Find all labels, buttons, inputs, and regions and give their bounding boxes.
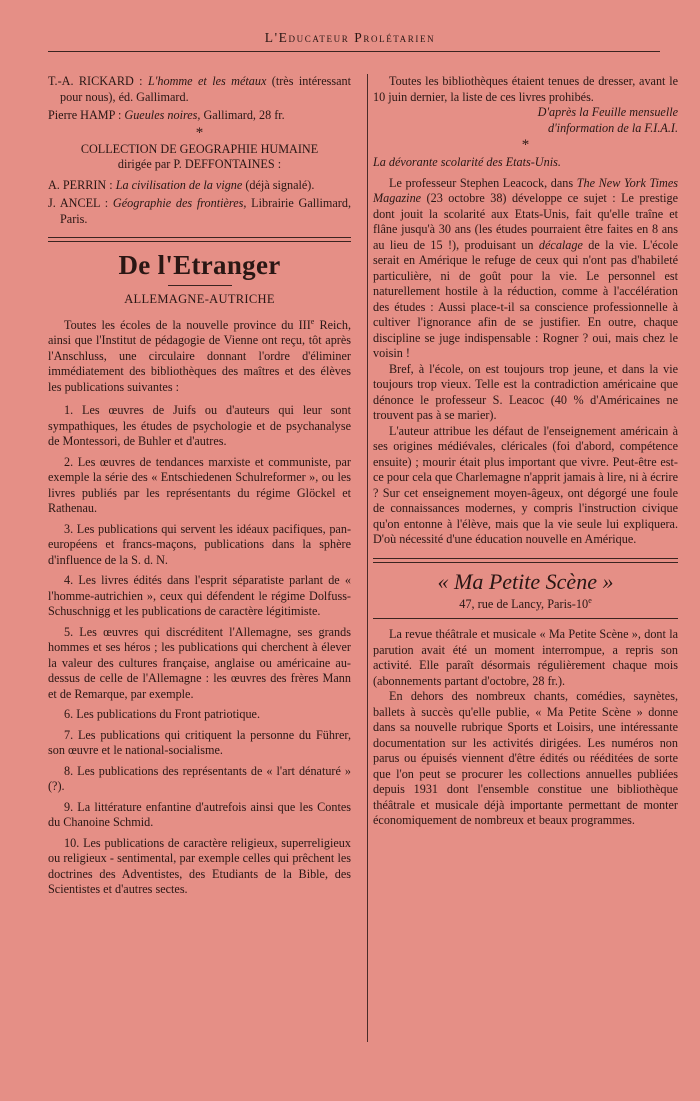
text: (23 octobre 38) développe ce sujet : Le prestige dont jouit la scolarité aux Etats-Unis, fait qu'elle traîne et flâne jusqu'à 30 ans (les études pourraient être faites en 8 ans au lieu de 15 !), produisant un <box>373 191 678 252</box>
emphasis: décalage <box>538 237 583 252</box>
collection-heading: COLLECTION DE GEOGRAPHIE HUMAINE <box>80 141 319 156</box>
article-paragraph: L'auteur attribue les défaut de l'enseignement américain à ses origines médiévales, cléricales (foi d'abord, compétence ensuite) ; mourir était plus important que vivre. Peut-être est-ce pour cela que Charlemagne n'apprit jamais à lire, ni à écrire ? Sur cet enseignement moyen-âgeux, ont dégorgé une foule de connaissances modernes, y compris l'instruction civique qu'on entonne à l'élève, mais que la vie seule lui expliquera. D'où nécessité d'une éducation nouvelle en Amérique. <box>373 423 678 546</box>
reference-ancel <box>48 196 351 227</box>
list-item: 2. Les œuvres de tendances marxiste et communiste, par exemple la série des « Entschiedenen Schulreformer », ou les livres publiés par les représentants du régime Glöckel et Rathenau. <box>48 454 351 515</box>
intro-paragraph <box>48 318 351 396</box>
left-column <box>48 74 351 898</box>
source-line-1: D'après la Feuille mensuelle <box>537 105 678 119</box>
list-item: 10. Les publications de caractère religieux, superreligieux ou religieux - sentimental, par exemple celles qui prêchent les doctrines des Adventistes, des Etudiants de la Bible, des Scientistes et d'autres sectes. <box>48 835 351 896</box>
address-text: 47, rue de Lancy, Paris-10 <box>459 596 589 611</box>
ref-work: L'homme et les métaux <box>148 74 267 88</box>
ref-details: Librairie Gallimard, Paris. <box>60 196 352 226</box>
list-item: 7. Les publications qui critiquent la personne du Führer, son œuvre et le national-socialisme. <box>48 727 351 757</box>
publication-name: The New York Times Magazine <box>373 175 678 205</box>
list-item: 8. Les publications des représentants de « l'art dénaturé » (?). <box>48 763 351 793</box>
source-line-2: d'information de la F.I.A.I. <box>547 120 678 135</box>
ref-work: Gueules noires, <box>124 108 201 122</box>
ref-details: Gallimard, 28 fr. <box>203 108 285 122</box>
ref-work: Géographie des frontières, <box>112 196 247 210</box>
ma-petite-scene-title: « Ma Petite Scène » <box>437 568 614 594</box>
right-column <box>373 74 678 829</box>
list-item: 4. Les livres édités dans l'esprit séparatiste parlant de « l'homme-autrichien », ceux qui défendent le régime Dolfuss-Schuschnigg et les publications de caractère légitimiste. <box>48 573 351 618</box>
list-item: 5. Les œuvres qui discréditent l'Allemagne, ses grands hommes et ses héros ; les publications qui cherchent à élever la valeur des cultures française, anglaise ou américaine au-dessus de celle de l'Allemagne : les œuvres des frères Mann et de Remarque, par exemple. <box>48 624 351 701</box>
section-subtitle: ALLEMAGNE-AUTRICHE <box>124 292 275 306</box>
collection-director: dirigée par P. DEFFONTAINES : <box>117 157 282 171</box>
ref-author: Pierre HAMP : <box>48 108 122 122</box>
article-paragraph <box>373 176 678 362</box>
ref-author: T.-A. RICKARD : <box>48 74 143 88</box>
address-rule <box>373 618 678 619</box>
intro-text: Toutes les écoles de la nouvelle province du III <box>64 317 311 332</box>
reference-hamp <box>48 108 351 124</box>
reference-perrin <box>48 178 351 194</box>
intro-text-continued: Reich, ainsi que l'Institut de pédagogie de Vienne ont reçu, tôt après l'Anschluss, une circulaire donnant l'ordre d'éliminer immédiatement des bibliothèques des maîtres et des élèves les publications suivantes : <box>48 317 351 394</box>
list-item: 3. Les publications qui servent les idéaux pacifiques, pan-européens et francs-maçons, publications dans la sphère d'influence de la S. d. N. <box>48 521 351 567</box>
title-short-rule <box>168 285 232 286</box>
header-rule <box>48 51 660 52</box>
list-item: 1. Les œuvres de Juifs ou d'auteurs qui leur sont sympathiques, les études de psychologie et de psychanalyse de Montessori, de Buhler et d'autres. <box>48 403 351 448</box>
ref-author: J. ANCEL : <box>48 196 109 210</box>
column-divider <box>367 74 368 1042</box>
text: Le professeur Stephen Leacock, dans <box>389 175 577 190</box>
superscript: e <box>310 316 315 326</box>
list-item: 6. Les publications du Front patriotique. <box>64 707 260 721</box>
continuation-paragraph: Toutes les bibliothèques étaient tenues de dresser, avant le 10 juin dernier, la liste de ces livres prohibés. <box>373 74 678 104</box>
mps-paragraph: En dehors des nombreux chants, comédies, saynètes, ballets à succès qu'elle publie, « Ma Petite Scène » donne dans sa nouvelle rubrique Sports et Loisirs, une intéressante documentation sur les activités dirigées. Les numéros non parus ou épuisés viennent d'être édités ou rééditées de sorte que l'on peut se procurer les collections annuelles publiées depuis 1931 dont l'ensemble constitue une bibliothèque théâtrale et musicale déjà importante permettant de monter économiquement de nombreux et beaux programmes. <box>373 689 678 827</box>
superscript: e <box>588 595 592 605</box>
section-double-rule <box>48 237 351 242</box>
article-title: La dévorante scolarité des Etats-Unis. <box>373 155 561 169</box>
ma-petite-scene-address <box>373 597 678 613</box>
separator-star: * <box>195 124 204 141</box>
mps-paragraph: La revue théâtrale et musicale « Ma Petite Scène », dont la parution avait été un moment interrompue, a repris son activité. Elle paraît désormais régulièrement chaque mois (abonnements partant d'octobre, 28 fr.). <box>373 627 678 688</box>
ref-work: La civilisation de la vigne <box>115 177 243 192</box>
article-paragraph: Bref, à l'école, on est toujours trop jeune, et dans la vie toujours trop vieux. Telle est la contradiction américaine que dénonce le professeur S. Leacoc (40 % d'Américaines ne trouvent pas à se marier). <box>373 361 678 422</box>
ref-author: A. PERRIN : <box>48 177 113 192</box>
reference-rickard <box>48 74 351 105</box>
running-header: L'Educateur Prolétarien <box>264 30 436 45</box>
section-double-rule <box>373 558 678 563</box>
ref-details: (très intéressant pour nous), éd. Gallimard. <box>60 74 351 104</box>
separator-star: * <box>521 137 530 153</box>
section-title: De l'Etranger <box>118 250 281 280</box>
text: de la vie. L'école serait en Amérique le refuge de ceux qui n'ont pas d'habileté particulière, ni de goût pour la vie. Le personnel est naturellement hostile à la réduction, comme à l'accélération des études : Aussi place-t-il sa conscience professionnelle à cultiver l'ignorance afin de se justifier. En outre, chaque discipline se juge indispensable : Rogner ? oui, mais chez le voisin ! <box>373 237 678 360</box>
list-item: 9. La littérature enfantine d'autrefois ainsi que les Contes du Chanoine Schmid. <box>48 799 351 829</box>
ref-details: (déjà signalé). <box>245 177 315 192</box>
